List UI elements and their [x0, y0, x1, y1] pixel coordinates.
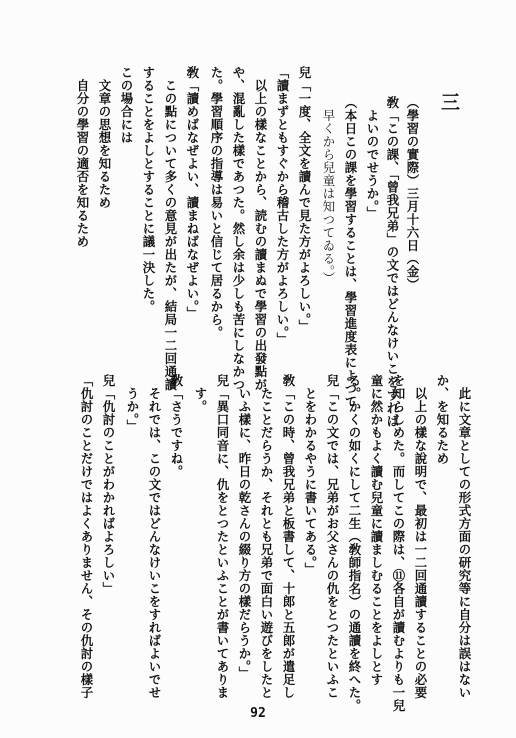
text-column: 「仇討のことだけではよくありません、その仇討の樣子: [79, 374, 94, 699]
text-column: か、を知るため: [435, 374, 450, 465]
text-column: や、混亂した樣であつた。然し余は少しも苦にしなかつ: [231, 66, 246, 391]
page-number: 92: [250, 706, 266, 721]
text-column: することをよしとすることに議一決した。: [141, 66, 156, 313]
text-column: 「讀まずともすぐから稽古した方がよろしい。」: [275, 66, 290, 346]
text-column: 敎「この課、「曾我兄弟」の文ではどんなけいこをすれば: [385, 96, 400, 428]
text-column: この場合には: [119, 66, 134, 144]
text-column: 兒「この文では、兄弟がお父さんの仇をとつたといふこ: [325, 374, 340, 699]
section-number: 三: [438, 92, 460, 113]
text-column: （本日この課を學習することは、學習進度表によつて: [343, 96, 358, 408]
text-column: （學習の實際）三月十六日（金）: [405, 96, 420, 291]
text-column: 以上の樣な說明で、最初は一二回通讀することの必要: [413, 374, 428, 699]
text-column: 早くから兒童は知つてゐる。）: [321, 96, 336, 285]
text-column: それでは、この文ではどんなけいこをすればよいでせ: [147, 374, 162, 699]
text-column: 此に文章としての形式方面の研究等に自分は誤はない: [457, 374, 472, 699]
text-column: この點について多くの意見が出たが、結局一二回通讀: [163, 66, 178, 391]
text-column: 兒「一度、全文を讀んで見た方がよろしい。」: [297, 66, 312, 333]
text-column: 敎「讀めばなぜよい、讀まねばなぜよい。」: [185, 66, 200, 320]
text-column: よいのでせうか。」: [365, 96, 380, 220]
text-column: 童に然かもよく讀む兒童に讀ましむることをよしとす: [369, 374, 384, 686]
text-column: 兒「異口同音に、仇をとつたといふことが書いてありま: [215, 374, 230, 699]
text-column: とをわかるやうに書いてある。」: [303, 374, 318, 576]
text-column: を知らしめた。而してこの際は、⑪各自が讀むよりも一兒: [391, 374, 406, 712]
text-column: る。かくの如くにして二生（敎師指名）の通讀を終へた。: [347, 374, 362, 712]
text-column: た。學習順序の指導は易いと信じて居るから。: [209, 66, 224, 339]
text-column: 兒「仇討のことがわかればよろしい」: [101, 374, 116, 595]
text-column: たことだらうか、それとも兄弟で面白い遊びをしたと: [259, 374, 274, 699]
text-column: 以上の樣なことから、読むの讀まぬで學習の出發點が: [253, 66, 268, 391]
text-column: うか。」: [125, 374, 140, 433]
text-column: いふ樣に、昨日の乾さんの綴り方の樣だらうか。」: [237, 374, 252, 680]
text-column: 敎「この時、曾我兄弟と板書して、十郎と五郎が遣足し: [281, 374, 296, 699]
text-column: 自分の學習の適否を知るため: [75, 66, 90, 248]
text-column: 文章の思想を知るため: [97, 66, 112, 209]
text-column: 敎「さうですね。: [169, 374, 184, 478]
text-column: す。: [193, 374, 208, 413]
